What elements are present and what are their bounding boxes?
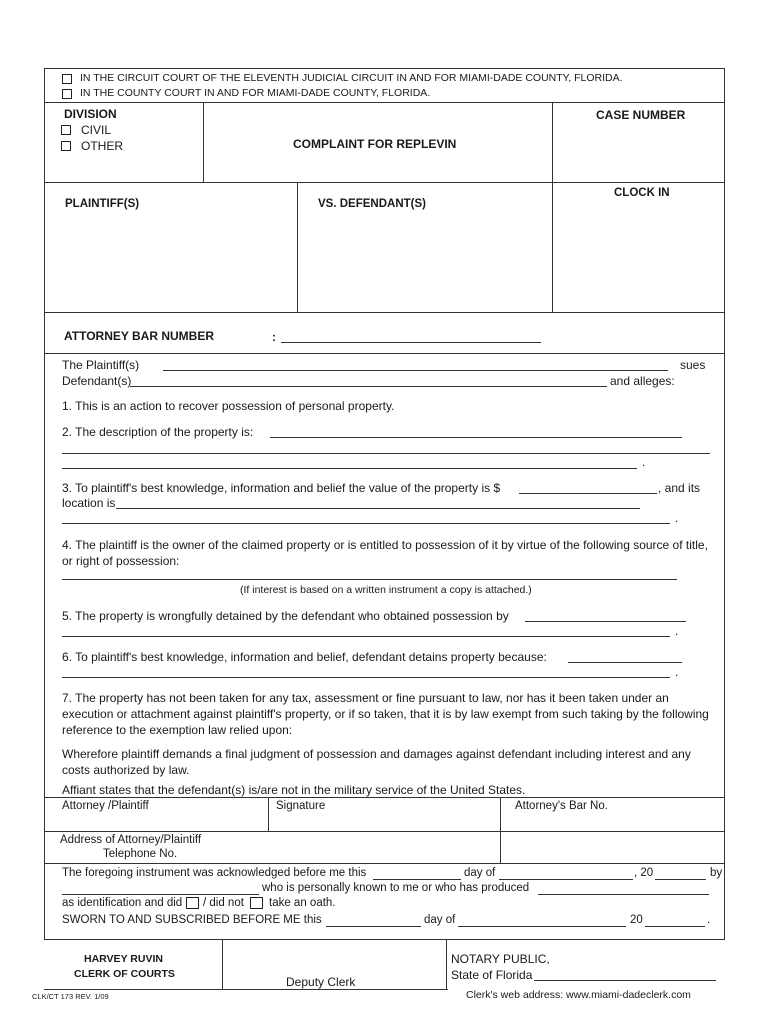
clerk-title: CLERK OF COURTS — [74, 968, 175, 980]
ack-day-field[interactable] — [373, 879, 461, 880]
affiant-statement: Affiant states that the defendant(s) is/are not in the military service of the United States. — [62, 783, 526, 797]
sworn-day-of: day of — [424, 914, 456, 926]
divider — [222, 940, 223, 989]
attorneys-bar-no-label: Attorney's Bar No. — [515, 800, 608, 812]
defendants-field[interactable] — [130, 386, 607, 387]
clerk-name: HARVEY RUVIN — [84, 953, 163, 965]
divider — [268, 797, 269, 831]
form-code: CLK/CT 173 REV. 1/09 — [32, 992, 109, 1001]
division-title: DIVISION — [64, 107, 117, 121]
ack-month-field[interactable] — [499, 879, 633, 880]
county-court-checkbox[interactable] — [62, 89, 72, 99]
clock-in-label: CLOCK IN — [614, 187, 670, 199]
divider — [44, 797, 725, 798]
divider — [500, 797, 501, 863]
ack-text: The foregoing instrument was acknowledged before me this — [62, 867, 367, 879]
civil-label: CIVIL — [81, 123, 112, 137]
ack-year-field[interactable] — [655, 879, 706, 880]
case-number-label: CASE NUMBER — [596, 108, 686, 122]
title-field[interactable] — [62, 579, 677, 580]
location-line[interactable] — [62, 523, 670, 524]
sworn-day-field[interactable] — [326, 926, 421, 927]
description-line[interactable] — [62, 453, 710, 454]
attorney-bar-field[interactable] — [281, 342, 541, 343]
attorney-plaintiff-label: Attorney /Plaintiff — [62, 800, 149, 812]
intro-and-alleges: and alleges: — [610, 374, 675, 388]
intro-plaintiffs: The Plaintiff(s) — [62, 358, 140, 372]
description-field[interactable] — [270, 437, 682, 438]
description-line[interactable] — [62, 468, 637, 469]
telephone-label: Telephone No. — [103, 848, 178, 860]
divider — [297, 182, 298, 312]
item-4: 4. The plaintiff is the owner of the claimed property or is entitled to possession of it by virtue of the following source of title, or right of possession: — [62, 538, 708, 568]
clerk-web-address: Clerk's web address: www.miami-dadeclerk.com — [466, 989, 691, 1001]
intro-defendants: Defendant(s) — [62, 374, 132, 388]
location-field[interactable] — [116, 508, 640, 509]
plaintiffs-label: PLAINTIFF(S) — [65, 198, 140, 210]
item-5: 5. The property is wrongfully detained by the defendant who obtained possession by — [62, 609, 509, 623]
attorney-bar-colon: : — [272, 330, 276, 344]
address-label: Address of Attorney/Plaintiff — [60, 834, 202, 846]
period: . — [675, 511, 679, 525]
item-4-note: (If interest is based on a written instrument a copy is attached.) — [240, 584, 532, 596]
notary-public-label: NOTARY PUBLIC, — [451, 952, 550, 966]
circuit-court-checkbox[interactable] — [62, 74, 72, 84]
item-1: 1. This is an action to recover possession of personal property. — [62, 399, 395, 413]
divider — [44, 989, 448, 990]
state-of-florida-label: State of Florida — [451, 968, 533, 982]
other-checkbox[interactable] — [61, 141, 71, 151]
sworn-year-field[interactable] — [645, 926, 705, 927]
civil-checkbox[interactable] — [61, 125, 71, 135]
detains-line[interactable] — [62, 677, 670, 678]
as-identification-text: as identification and did — [62, 897, 183, 909]
item-6: 6. To plaintiff's best knowledge, information and belief, defendant detains property because: — [62, 650, 547, 664]
item-7: 7. The property has not been taken for any tax, assessment or fine pursuant to law, nor has it been taken under an execution or attachment against plaintiff's property, or if so taken, that it is by law exempt from such taking by the following reference to the exemption law relied upon: — [62, 691, 709, 737]
sworn-text: SWORN TO AND SUBSCRIBED BEFORE ME this — [62, 914, 322, 926]
did-checkbox[interactable] — [186, 897, 199, 909]
divider — [44, 312, 725, 313]
sworn-year-prefix: 20 — [630, 914, 643, 926]
take-oath-text: take an oath. — [269, 897, 336, 909]
value-field[interactable] — [519, 493, 657, 494]
personally-known-text: who is personally known to me or who has produced — [262, 882, 530, 894]
item-3-location: location is — [62, 496, 116, 510]
detains-field[interactable] — [568, 662, 682, 663]
ack-id-field[interactable] — [538, 894, 709, 895]
attorney-bar-label: ATTORNEY BAR NUMBER — [64, 329, 215, 343]
other-label: OTHER — [81, 139, 123, 153]
divider — [446, 940, 447, 989]
form-title: COMPLAINT FOR REPLEVIN — [293, 137, 457, 151]
divider — [44, 353, 725, 354]
defendants-label: VS. DEFENDANT(S) — [318, 198, 426, 210]
item-3: 3. To plaintiff's best knowledge, information and belief the value of the property is $ — [62, 481, 501, 495]
divider — [552, 182, 553, 312]
ack-name-field[interactable] — [62, 894, 259, 895]
county-court-label: IN THE COUNTY COURT IN AND FOR MIAMI-DADE COUNTY, FLORIDA. — [80, 87, 431, 99]
item-2: 2. The description of the property is: — [62, 425, 254, 439]
item-3-and-its: , and its — [658, 481, 701, 495]
divider — [203, 102, 204, 182]
ack-year-prefix: , 20 — [634, 867, 654, 879]
possession-line[interactable] — [62, 636, 670, 637]
signature-label: Signature — [276, 800, 326, 812]
circuit-court-label: IN THE CIRCUIT COURT OF THE ELEVENTH JUDICIAL CIRCUIT IN AND FOR MIAMI-DADE COUNTY, FLORIDA. — [80, 72, 623, 84]
period: . — [675, 624, 679, 638]
divider — [552, 102, 553, 182]
sworn-month-field[interactable] — [458, 926, 626, 927]
divider — [44, 102, 725, 103]
period: . — [675, 665, 679, 679]
intro-sues: sues — [680, 358, 706, 372]
divider — [44, 831, 725, 832]
period: . — [642, 455, 646, 469]
did-not-checkbox[interactable] — [250, 897, 263, 909]
plaintiffs-field[interactable] — [163, 370, 668, 371]
ack-by: by — [710, 867, 723, 879]
deputy-clerk-label: Deputy Clerk — [286, 975, 356, 989]
divider — [44, 182, 725, 183]
divider — [44, 863, 725, 864]
did-not-text: / did not — [203, 897, 244, 909]
period: . — [707, 914, 711, 926]
ack-day-of: day of — [464, 867, 496, 879]
possession-field[interactable] — [525, 621, 686, 622]
notary-signature-field[interactable] — [534, 980, 716, 981]
wherefore-paragraph: Wherefore plaintiff demands a final judgment of possession and damages against defendant including interest and any costs authorized by law. — [62, 747, 691, 777]
